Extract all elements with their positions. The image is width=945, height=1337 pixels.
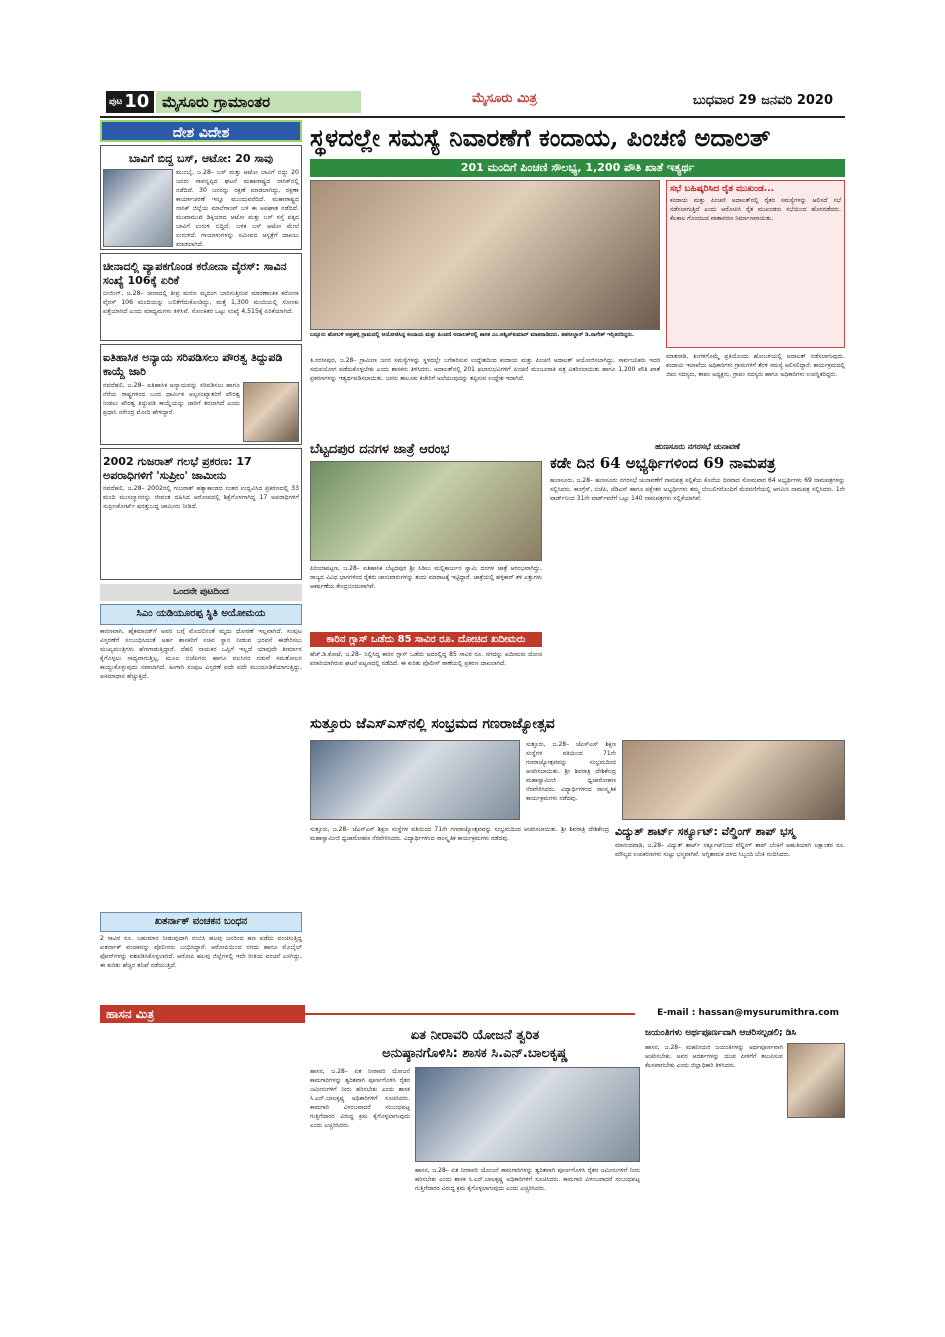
page-header <box>100 88 845 116</box>
story-gujarat <box>100 448 302 581</box>
accident-photo <box>103 169 173 247</box>
hassan-section-bar <box>100 1005 845 1023</box>
story-text: ಸುತ್ತೂರು, ಜ.28– ಜೆಎಸ್‌ಎಸ್ ಶಿಕ್ಷಣ ಸಂಸ್ಥೆಗಳ ವತಿಯಿಂದ 71ನೇ ಗಣರಾಜ್ಯೋತ್ಸವವನ್ನು ಸಂಭ್ರಮದಿಂದ ಆಚರಿಸಲಾಯಿತು. ಶ್ರೀ ಶಿವರಾತ್ರಿ ದೇಶಿಕೇಂದ್ರ ಮಹಾಸ್ವಾಮೀಜಿ ಧ್ವಜಾರೋಹಣ ನೆರವೇರಿಸಿದರು. ವಿದ್ಯಾರ್ಥಿಗಳಿಂದ ಸಾಂಸ್ಕೃತಿಕ ಕಾರ್ಯಕ್ರಮಗಳು ನಡೆದವು. <box>526 741 616 802</box>
page-word: ಪುಟ <box>109 97 123 107</box>
story-hunsur <box>550 442 845 710</box>
story-bettadapura <box>310 442 542 712</box>
masthead-logo: ಮೈಸೂರು ಮಿತ್ರ <box>472 91 537 106</box>
header-rule <box>100 116 845 118</box>
story-headline: ಜಯಂತಿಗಳು ಅರ್ಥಪೂರ್ಣವಾಗಿ ಆಚರಿಸಲ್ಪಡಲಿ; ಡಿಸಿ <box>645 1028 797 1038</box>
main-headline: ಸ್ಥಳದಲ್ಲೇ ಸಮಸ್ಯೆ ನಿವಾರಣೆಗೆ ಕಂದಾಯ, ಪಿಂಚಣಿ ಅದಾಲತ್ <box>310 123 771 152</box>
sub-headline: 201 ಮಂದಿಗೆ ಪಿಂಚಣಿ ಸೌಲಭ್ಯ, 1,200 ಪೌತಿ ಖಾತೆ ಇತ್ಯರ್ಥ <box>310 159 845 177</box>
farmer-boycott-box <box>666 180 845 348</box>
box-title: ಸಭೆ ಬಹಿಷ್ಕರಿಸಿದ ರೈತ ಮುಖಂಡ... <box>670 184 775 194</box>
story-headline: ಕಡೇ ದಿನ 64 ಅಭ್ಯರ್ಥಿಗಳಿಂದ 69 ನಾಮಪತ್ರ <box>550 454 776 472</box>
story-text: ಸುತ್ತೂರು, ಜ.28– ಜೆಎಸ್‌ಎಸ್ ಶಿಕ್ಷಣ ಸಂಸ್ಥೆಗಳ ವತಿಯಿಂದ 71ನೇ ಗಣರಾಜ್ಯೋತ್ಸವವನ್ನು ಸಂಭ್ರಮದಿಂದ ಆಚರಿಸಲಾಯಿತು. ಶ್ರೀ ಶಿವರಾತ್ರಿ ದೇಶಿಕೇಂದ್ರ ಮಹಾಸ್ವಾಮೀಜಿ ಧ್ವಜಾರೋಹಣ ನೆರವೇರಿಸಿದರು. ವಿದ್ಯಾರ್ಥಿಗಳಿಂದ ಸಾಂಸ್ಕೃತಿಕ ಕಾರ್ಯಕ್ರಮಗಳು ನಡೆದವು. <box>310 826 609 842</box>
left-column <box>100 120 302 1305</box>
photo-caption: ಬನ್ನೂರು ಹೋಬಳಿ ಅತ್ತಹಳ್ಳಿ ಗ್ರಾಮದಲ್ಲಿ ಆಯೋಜಿಸಿದ್ದ ಕಂದಾಯ ಮತ್ತು ಪಿಂಚಣಿ ಅದಾಲತ್‌ನಲ್ಲಿ ಶಾಸಕ ಎಂ.ಅಶ್ವಿನ್‌ಕುಮಾರ್ ಮಾತನಾಡಿದರು. ತಹಸೀಲ್ದಾರ್ ಡಿ.ನಾಗೇಶ್ ಇನ್ನಿತರರಿದ್ದರು. <box>310 332 635 338</box>
story-headline-a: ಏತ ನೀರಾವರಿ ಯೋಜನೆ ತ್ವರಿತ <box>410 1028 540 1043</box>
story-text: ಹಾಸನ, ಜ.28– ಮಹನೀಯರ ಜಯಂತಿಗಳನ್ನು ಅರ್ಥಪೂರ್ಣವಾಗಿ ಆಚರಿಸಬೇಕು. ಅವರ ಆದರ್ಶಗಳನ್ನು ಯುವ ಪೀಳಿಗೆಗೆ ತಲುಪಿಸುವ ಕೆಲಸವಾಗಬೇಕು ಎಂದು ಜಿಲ್ಲಾಧಿಕಾರಿ ತಿಳಿಸಿದರು. <box>645 1043 783 1069</box>
text-col: ಮಾತನಾಡಿ, ತಿಂಗಳಿಗೊಮ್ಮೆ ಪ್ರತಿಯೊಂದು ಹೋಬಳಿಯಲ್ಲಿ ಅದಾಲತ್ ನಡೆಸಲಾಗುವುದು. ಕಂದಾಯ ಇಲಾಖೆಯ ಅಧಿಕಾರಿಗಳು ಗ್ರಾಮಗಳಿಗೆ ತೆರಳಿ ಸಮಸ್ಯೆ ಆಲಿಸಲಿದ್ದಾರೆ. ಕಾರ್ಯಕ್ರಮದಲ್ಲಿ ಜಿಪಂ ಸದಸ್ಯರು, ತಾಪಂ ಅಧ್ಯಕ್ಷರು, ಗ್ರಾಪಂ ಸದಸ್ಯರು ಹಾಗೂ ಅಧಿಕಾರಿಗಳು ಉಪಸ್ಥಿತರಿದ್ದರು. <box>666 353 845 378</box>
portrait-photo <box>243 382 299 442</box>
story-text: ಮಾನಂದವಾಡಿ, ಜ.28– ವಿದ್ಯುತ್ ಶಾರ್ಟ್ ಸರ್ಕ್ಯೂಟ್‌ನಿಂದ ವೆಲ್ಡಿಂಗ್ ಶಾಪ್ ಬೆಂಕಿಗೆ ಆಹುತಿಯಾಗಿ ಲಕ್ಷಾಂತರ ರೂ. ಮೌಲ್ಯದ ಉಪಕರಣಗಳು ಸುಟ್ಟು ಭಸ್ಮವಾಗಿವೆ. ಅಗ್ನಿಶಾಮಕ ದಳದ ಸಿಬ್ಬಂದಿ ಬೆಂಕಿ ನಂದಿಸಿದರು. <box>615 842 845 859</box>
story-text: ನವದೆಹಲಿ, ಜ.28– ಐತಿಹಾಸಿಕ ಅನ್ಯಾಯವನ್ನು ಸರಿಪಡಿಸಲು ಹಾಗೂ ನೆರೆಯ ರಾಷ್ಟ್ರಗಳಿಂದ ಬಂದ ಧಾರ್ಮಿಕ ಅಲ್ಪಸಂಖ್ಯಾತರಿಗೆ ಪೌರತ್ವ ನೀಡಲು ಪೌರತ್ವ ತಿದ್ದುಪಡಿ ಕಾಯ್ದೆಯನ್ನು ಜಾರಿಗೆ ತರಲಾಗಿದೆ ಎಂದು ಪ್ರಧಾನಿ ನರೇಂದ್ರ ಮೋದಿ ಹೇಳಿದ್ದಾರೆ. <box>103 381 240 416</box>
story-headline: 2002 ಗುಜರಾತ್ ಗಲಭೆ ಪ್ರಕರಣ: 17 ಅಪರಾಧಿಗಳಿಗೆ 'ಸುಪ್ರೀಂ' ಜಾಮೀನು <box>103 454 252 482</box>
story-text: ಮುಂಬೈ, ಜ.28– ಬಸ್ ಮತ್ತು ಆಟೋ ಬಾವಿಗೆ ಬಿದ್ದು 20 ಜನರು ಸಾವನ್ನಪ್ಪಿದ ಘಟನೆ ಮಹಾರಾಷ್ಟ್ರದ ನಾಸಿಕ್‌ನಲ್ಲಿ ನಡೆದಿದೆ. 30 ಜನರನ್ನು ರಕ್ಷಣೆ ಮಾಡಲಾಗಿದ್ದು, ರಕ್ಷಣಾ ಕಾರ್ಯಾಚರಣೆ ಇನ್ನೂ ಮುಂದುವರೆದಿದೆ. ಮಹಾರಾಷ್ಟ್ರದ ನಾಸಿಕ್ ಜಿಲ್ಲೆಯ ಮಾಲೆಗಾಂವ್ ಬಳಿ ಈ ಅಪಘಾತ ನಡೆದಿದೆ. ಮುಖಾಮುಖಿ ಡಿಕ್ಕಿಯಾದ ಆಟೋ ಮತ್ತು ಬಸ್ ರಸ್ತೆ ಪಕ್ಕದ ಬಾವಿಗೆ ಉರುಳಿ ಬಿದ್ದಿದೆ. ಬಳಿಕ ಬಸ್ ಆಟೋ ಮೇಲೆ ಉರುಳಿದೆ. ಗಾಯಾಳುಗಳನ್ನು ಸಮೀಪದ ಆಸ್ಪತ್ರೆಗೆ ದಾಖಲು ಮಾಡಲಾಗಿದೆ. <box>176 168 299 247</box>
lead-story-right-text <box>666 352 845 442</box>
story-text: ಹಾಸನ, ಜ.28– ಏತ ನೀರಾವರಿ ಯೋಜನೆ ಕಾಮಗಾರಿಗಳನ್ನು ತ್ವರಿತವಾಗಿ ಪೂರ್ಣಗೊಳಿಸಿ ರೈತರ ಜಮೀನುಗಳಿಗೆ ನೀರು ಹರಿಸಬೇಕು ಎಂದು ಶಾಸಕ ಸಿ.ಎನ್.ಬಾಲಕೃಷ್ಣ ಅಧಿಕಾರಿಗಳಿಗೆ ಸೂಚಿಸಿದರು. ಕಾಮಗಾರಿ ವಿಳಂಬವಾದರೆ ಸಂಬಂಧಪಟ್ಟ ಗುತ್ತಿಗೆದಾರರ ವಿರುದ್ಧ ಕ್ರಮ ಕೈಗೊಳ್ಳಲಾಗುವುದು ಎಂದು ಎಚ್ಚರಿಸಿದರು. <box>415 1167 640 1193</box>
story-caa <box>100 344 302 445</box>
desha-videsha-banner: ದೇಶ ವಿದೇಶ <box>100 120 302 142</box>
issue-date: ಬುಧವಾರ 29 ಜನವರಿ 2020 <box>692 93 833 108</box>
text-col: ತಿ.ನರಸೀಪುರ, ಜ.28– ಗ್ರಾಮೀಣ ಜನರ ಸಮಸ್ಯೆಗಳನ್ನು ಸ್ಥಳದಲ್ಲೇ ಬಗೆಹರಿಸುವ ಉದ್ದೇಶದಿಂದ ಕಂದಾಯ ಮತ್ತು ಪಿಂಚಣಿ ಅದಾಲತ್ ಆಯೋಜಿಸಲಾಗಿದ್ದು, ಸಾರ್ವಜನಿಕರು ಇದರ ಸದುಪಯೋಗ ಪಡೆದುಕೊಳ್ಳಬೇಕು ಎಂದು ಶಾಸಕರು ತಿಳಿಸಿದರು. ಅದಾಲತ್‌ನಲ್ಲಿ 201 ಫಲಾನುಭವಿಗಳಿಗೆ ಪಿಂಚಣಿ ಮಂಜೂರಾತಿ ಪತ್ರ ವಿತರಿಸಲಾಯಿತು ಹಾಗೂ 1,200 ಪೌತಿ ಖಾತೆ ಪ್ರಕರಣಗಳನ್ನು ಇತ್ಯರ್ಥಪಡಿಸಲಾಯಿತು. ಜನರು ತಾಲೂಕು ಕಚೇರಿಗೆ ಅಲೆಯುವುದನ್ನು ತಪ್ಪಿಸುವ ಉದ್ದೇಶ ಇದಾಗಿದೆ. <box>310 357 660 382</box>
adalat-photo <box>310 180 660 330</box>
hassan-tag: ಹಾಸನ ಮಿತ್ರ <box>100 1005 305 1023</box>
suttur-text <box>526 740 616 820</box>
story-headline: ಐತಿಹಾಸಿಕ ಅನ್ಯಾಯ ಸರಿಪಡಿಸಲು ಪೌರತ್ವ ತಿದ್ದುಪಡಿ ಕಾಯ್ದೆ ಜಾರಿ <box>103 351 283 378</box>
continued-band: ಒಂದನೇ ಪುಟದಿಂದ <box>100 584 302 601</box>
story-text: ಬೀಜಿಂಗ್, ಜ.28– ಚೀನಾದಲ್ಲಿ ತೀವ್ರ ಮರಣ ಮೃದಂಗ ಬಾರಿಸುತ್ತಿರುವ ಮಾರಣಾಂತಿಕ ಕರೋನಾ ವೈರಸ್ 106 ಮಂದಿಯನ್ನು ಬಲಿತೆಗೆದುಕೊಂಡಿದ್ದು, ಮತ್ತೆ 1,300 ಮಂದಿಯಲ್ಲಿ ಸೋಂಕು ಪತ್ತೆಯಾಗಿದೆ ಎಂದು ಮಾಧ್ಯಮಗಳು ತಿಳಿಸಿವೆ. ಸೋಂಕಿತರ ಒಟ್ಟು ಸಂಖ್ಯೆ 4,515ಕ್ಕೆ ಏರಿಕೆಯಾಗಿದೆ. <box>103 290 299 316</box>
story-headline-b: ಅನುಷ್ಠಾನಗೊಳಿಸಿ: ಶಾಸಕ ಸಿ.ಎನ್.ಬಾಲಕೃಷ್ಣ <box>382 1045 568 1061</box>
page-number-value: 10 <box>124 91 150 112</box>
lead-story-text <box>310 356 660 441</box>
story-headline: ಸುತ್ತೂರು ಜೆಎಸ್‌ಎಸ್‌ನಲ್ಲಿ ಸಂಭ್ರಮದ ಗಣರಾಜ್ಯೋತ್ಸವ <box>310 716 555 732</box>
hassan-rule <box>305 1013 635 1015</box>
story-corona <box>100 253 302 342</box>
newspaper-page <box>100 88 845 1337</box>
story-text: ಪಿರಿಯಾಪಟ್ಟಣ, ಜ.28– ಐತಿಹಾಸಿಕ ಬೆಟ್ಟದಪುರ ಶ್ರೀ ಸಿಡಿಲು ಮಲ್ಲಿಕಾರ್ಜುನ ಸ್ವಾಮಿ ದನಗಳ ಜಾತ್ರೆ ಆರಂಭವಾಗಿದ್ದು, ರಾಜ್ಯದ ವಿವಿಧ ಭಾಗಗಳಿಂದ ರೈತರು ಜಾನುವಾರುಗಳನ್ನು ತಂದು ಮಾರಾಟಕ್ಕೆ ಇಟ್ಟಿದ್ದಾರೆ. ಜಾತ್ರೆಯಲ್ಲಿ ಹಳ್ಳಿಕಾರ್ ತಳಿ ಎತ್ತುಗಳು ಆಕರ್ಷಣೆಯ ಕೇಂದ್ರಬಿಂದುವಾಗಿವೆ. <box>310 564 542 590</box>
story-bus-accident <box>100 145 302 250</box>
story-text: ಹುಣಸೂರು, ಜ.28– ಹುಣಸೂರು ನಗರಸಭೆ ಚುನಾವಣೆಗೆ ನಾಮಪತ್ರ ಸಲ್ಲಿಕೆಯ ಕೊನೆಯ ದಿನವಾದ ಸೋಮವಾರ 64 ಅಭ್ಯರ್ಥಿಗಳು 69 ನಾಮಪತ್ರಗಳನ್ನು ಸಲ್ಲಿಸಿದರು. ಕಾಂಗ್ರೆಸ್, ಬಿಜೆಪಿ, ಜೆಡಿಎಸ್ ಹಾಗೂ ಪಕ್ಷೇತರ ಅಭ್ಯರ್ಥಿಗಳು ತಮ್ಮ ಬೆಂಬಲಿಗರೊಂದಿಗೆ ಮೆರವಣಿಗೆಯಲ್ಲಿ ಆಗಮಿಸಿ ನಾಮಪತ್ರ ಸಲ್ಲಿಸಿದರು. 1ನೇ ವಾರ್ಡ್‌ನಿಂದ 31ನೇ ವಾರ್ಡ್‌ವರೆಗೆ ಒಟ್ಟು 140 ನಾಮಪತ್ರಗಳು ಸಲ್ಲಿಕೆಯಾಗಿವೆ. <box>550 477 845 502</box>
story-headline: ಕಾರಿನ ಗ್ಲಾಸ್ ಒಡೆದು 85 ಸಾವಿರ ರೂ. ದೋಚಿದ ಖದೀಮರು <box>310 632 542 647</box>
story-headline: ಬಾವಿಗೆ ಬಿದ್ದ ಬಸ್, ಆಟೋ: 20 ಸಾವು <box>128 152 274 165</box>
story-text: ಹೆಚ್.ಡಿ.ಕೋಟೆ, ಜ.28– ನಿಲ್ಲಿಸಿದ್ದ ಕಾರಿನ ಗ್ಲಾಸ್ ಒಡೆದು ಅದರಲ್ಲಿದ್ದ 85 ಸಾವಿರ ರೂ. ನಗದನ್ನು ಖದೀಮರು ದೋಚಿ ಪರಾರಿಯಾಗಿರುವ ಘಟನೆ ಪಟ್ಟಣದಲ್ಲಿ ನಡೆದಿದೆ. ಈ ಕುರಿತು ಪೊಲೀಸ್ ಠಾಣೆಯಲ್ಲಿ ಪ್ರಕರಣ ದಾಖಲಾಗಿದೆ. <box>310 650 542 667</box>
page-number <box>106 91 154 113</box>
story-headline: ಖತರ್ನಾಕ್ ವಂಚಕನ ಬಂಧನ <box>100 912 302 933</box>
story-text: ನವದೆಹಲಿ, ಜ.28– 2002ರಲ್ಲಿ ಗುಜರಾತ್ ಹತ್ಯಾಕಾಂಡದ ನಂತರ ಉದ್ಭವಿಸಿದ ಪ್ರಕರಣದಲ್ಲಿ 33 ಮಂದಿ ಮುಸಲ್ಮಾನರನ್ನು ಜೀವಂತ ದಹಿಸಿದ ಆರೋಪದಲ್ಲಿ ಶಿಕ್ಷೆಗೊಳಗಾಗಿದ್ದ 17 ಅಪರಾಧಿಗಳಿಗೆ ಸುಪ್ರೀಂಕೋರ್ಟ್ ಷರತ್ತುಬದ್ಧ ಜಾಮೀನು ನೀಡಿದೆ. <box>103 485 299 511</box>
story-text: ಹಾಸನ, ಜ.28– ಏತ ನೀರಾವರಿ ಯೋಜನೆ ಕಾಮಗಾರಿಗಳನ್ನು ತ್ವರಿತವಾಗಿ ಪೂರ್ಣಗೊಳಿಸಿ ರೈತರ ಜಮೀನುಗಳಿಗೆ ನೀರು ಹರಿಸಬೇಕು ಎಂದು ಶಾಸಕ ಸಿ.ಎನ್.ಬಾಲಕೃಷ್ಣ ಅಧಿಕಾರಿಗಳಿಗೆ ಸೂಚಿಸಿದರು. ಕಾಮಗಾರಿ ವಿಳಂಬವಾದರೆ ಸಂಬಂಧಪಟ್ಟ ಗುತ್ತಿಗೆದಾರರ ವಿರುದ್ಧ ಕ್ರಮ ಕೈಗೊಳ್ಳಲಾಗುವುದು ಎಂದು ಎಚ್ಚರಿಸಿದರು. <box>310 1068 410 1130</box>
kicker: ಹುಣಸೂರು ನಗರಸಭೆ ಚುನಾವಣೆ <box>655 442 740 451</box>
story-headline: ಚೀನಾದಲ್ಲಿ ವ್ಯಾಪಕಗೊಂಡ ಕರೋನಾ ವೈರಸ್: ಸಾವಿನ ಸಂಖ್ಯೆ 106ಕ್ಕೆ ಏರಿಕೆ <box>103 259 287 287</box>
story-headline: ಸಿಎಂ ಯಡಿಯೂರಪ್ಪ ಸ್ಥಿತಿ ಅಯೋಮಯ <box>100 604 302 625</box>
box-text: ಕಂದಾಯ ಮತ್ತು ಪಿಂಚಣಿ ಅದಾಲತ್‌ನಲ್ಲಿ ರೈತರ ಸಮಸ್ಯೆಗಳನ್ನು ಆಲಿಸದೆ ಸಭೆ ನಡೆಸಲಾಗುತ್ತಿದೆ ಎಂದು ಆರೋಪಿಸಿ ರೈತ ಮುಖಂಡರು ಸಭೆಯಿಂದ ಹೊರನಡೆದರು. ಕೆಲಕಾಲ ಗೊಂದಲದ ವಾತಾವರಣ ನಿರ್ಮಾಣವಾಯಿತು. <box>670 197 841 222</box>
story-jayanti <box>645 1028 845 1298</box>
story-headline: ಬೆಟ್ಟದಪುರ ದನಗಳ ಜಾತ್ರೆ ಆರಂಭ <box>310 442 450 457</box>
story-irrigation <box>310 1028 640 1298</box>
story-text: ಕಾರಣವಾಗಿ, ಹೈಕಮಾಂಡ್‌ಗೆ ಅವರ ಬಗ್ಗೆ ಮೊದಲಿನಂತೆ ಮೃದು ಧೋರಣೆ ಇಲ್ಲವಾಗಿದೆ. ಸಂಪುಟ ವಿಸ್ತರಣೆಗೆ ಸಂಬಂಧಿಸಿದಂತೆ ಅರ್ಹ ಶಾಸಕರಿಗೆ ಸಚಿವ ಸ್ಥಾನ ನೀಡುವ ಭರವಸೆ ಈಡೇರಿಸಲು ಮುಖ್ಯಮಂತ್ರಿಗಳು ಹೆಣಗಾಡುತ್ತಿದ್ದಾರೆ. ದೆಹಲಿ ನಾಯಕರ ಒಪ್ಪಿಗೆ ಇಲ್ಲದೆ ಯಾವುದೇ ತೀರ್ಮಾನ ಕೈಗೊಳ್ಳಲು ಸಾಧ್ಯವಾಗುತ್ತಿಲ್ಲ. ಮೂಲ ಬಿಜೆಪಿಗರು ಹಾಗೂ ವಲಸಿಗರ ನಡುವೆ ಸಮತೋಲನ ಕಾಯ್ದುಕೊಳ್ಳುವುದು ಸವಾಲಾಗಿದೆ. ಹೀಗಾಗಿ ಸಂಪುಟ ವಿಸ್ತರಣೆ ಪದೇ ಪದೇ ಮುಂದೂಡಿಕೆಯಾಗುತ್ತಿದ್ದು, ಅಸಮಾಧಾನ ಹೆಚ್ಚುತ್ತಿದೆ. <box>100 627 302 680</box>
story-text: 2 ಸಾವಿರ ರೂ. ಬಹುಮಾನ ನೀಡುವುದಾಗಿ ನಂಬಿಸಿ ಹಲವು ಜನರಿಂದ ಹಣ ಪಡೆದು ವಂಚಿಸುತ್ತಿದ್ದ ಖತರ್ನಾಕ್ ವಂಚಕನನ್ನು ಪೊಲೀಸರು ಬಂಧಿಸಿದ್ದಾರೆ. ಆರೋಪಿಯಿಂದ ನಗದು ಹಾಗೂ ಮೊಬೈಲ್ ಫೋನ್‌ಗಳನ್ನು ವಶಪಡಿಸಿಕೊಳ್ಳಲಾಗಿದೆ. ಆರೋಪಿ ಹಲವು ಜಿಲ್ಲೆಗಳಲ್ಲಿ ಇದೇ ರೀತಿಯ ವಂಚನೆ ಎಸಗಿದ್ದು, ಈ ಕುರಿತು ಹೆಚ್ಚಿನ ತನಿಖೆ ನಡೆಯುತ್ತಿದೆ. <box>100 935 302 970</box>
hassan-email: E-mail : hassan@mysurumithra.com <box>657 1008 839 1018</box>
section-title: ಮೈಸೂರು ಗ್ರಾಮಾಂತರ <box>156 91 361 113</box>
suttur-photo <box>310 740 520 820</box>
dc-portrait <box>787 1043 845 1118</box>
meeting-photo <box>415 1067 640 1162</box>
suttur-lower <box>310 825 845 1025</box>
award-photo <box>622 740 845 820</box>
cattle-fair-photo <box>310 461 542 561</box>
story-headline: ವಿದ್ಯುತ್ ಶಾರ್ಟ್ ಸರ್ಕ್ಯೂಟ್: ವೆಲ್ಡಿಂಗ್ ಶಾಪ್ ಭಸ್ಮ <box>615 825 795 838</box>
